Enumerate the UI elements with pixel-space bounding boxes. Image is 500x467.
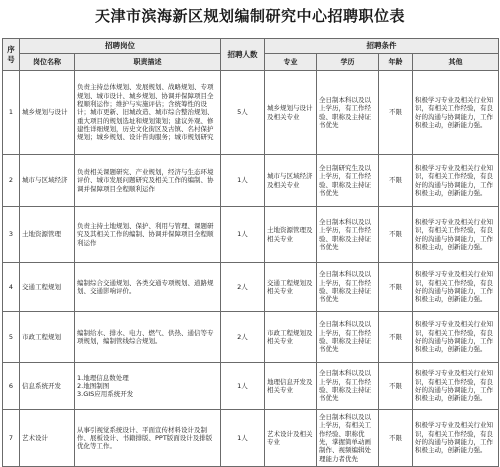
row-headcount: 1人 (221, 207, 265, 263)
header-age: 年龄 (379, 54, 413, 71)
row-age: 不限 (379, 312, 413, 363)
header-seq: 序号 (3, 39, 20, 71)
table-row (3, 155, 499, 207)
row-seq: 6 (3, 363, 20, 410)
row-headcount: 1人 (221, 155, 265, 207)
table-row (3, 410, 499, 467)
row-education: 全日制本科以及以上学历，有工作经验、职称及主持证书优先 (317, 263, 379, 312)
row-education: 全日制研究生及以上学历，有工作经验、职称及主持证书优先 (317, 155, 379, 207)
row-duties: 编制给水、排水、电力、燃气、供热、通信等专项规划，编制管线综合规划。 (75, 312, 221, 363)
row-age: 不限 (379, 71, 413, 155)
table-row (3, 363, 499, 410)
row-duties: 负责主持土地规划、保护、利用与管理、课题研究及其相关工作的编制、协调并保障项目全程顺利运作 (75, 207, 221, 263)
row-duties: 负责主持总体规划、发展规划、战略规划、专项规划、城市设计、城乡规划、协调并保障项目全程顺利运作；维护与实施评估；含统筹性的设计；城市更新、旧城改造、城市综合整治规划、重大项目的规划选址和规划策划；建议外观、修建性详细规划，历史文化街区及古镇、名村保护规划；城乡规划、设计咨询服务；城市规划研究 (75, 71, 221, 155)
row-education: 全日制本科以及以上学历，有工作经验、职称及主持证书优先 (317, 207, 379, 263)
row-headcount: 1人 (221, 410, 265, 467)
row-age: 不限 (379, 207, 413, 263)
row-major: 城乡规划与设计及相关专业 (265, 71, 317, 155)
row-major: 地理信息开发及相关专业 (265, 363, 317, 410)
row-other: 积极学习专业及相关行业知识，有相关工作经验，有良好的沟通与协调能力，工作积极主动，创新能力强。 (413, 312, 499, 363)
row-position-name: 交通工程规划 (20, 263, 75, 312)
row-age: 不限 (379, 155, 413, 207)
row-age: 不限 (379, 410, 413, 467)
row-age: 不限 (379, 363, 413, 410)
header-major: 专业 (265, 54, 317, 71)
row-other: 积极学习专业及相关行业知识，有相关工作经验，有良好的沟通与协调能力，工作积极主动，创新能力强。 (413, 263, 499, 312)
row-seq: 3 (3, 207, 20, 263)
row-position-name: 城市与区域经济 (20, 155, 75, 207)
row-other: 积极学习专业及相关行业知识，有相关工作经验，有良好的沟通与协调能力，工作积极主动，创新能力强。 (413, 410, 499, 467)
row-major: 城市与区域经济及相关专业 (265, 155, 317, 207)
header-group-position: 招聘岗位 (20, 39, 221, 54)
row-position-name: 艺术设计 (20, 410, 75, 467)
row-headcount: 1人 (221, 363, 265, 410)
row-duties: 负责相关课题研究、产业规划，经济与生态环境评价、城市发展问题研究及相关工作的编制、协调并保障项目全程顺利运作 (75, 155, 221, 207)
row-position-name: 信息系统开发 (20, 363, 75, 410)
row-duties: 从事引视觉系统设计、平面宣传材料设计及制作、展板设计、书籍排版、PPT版面设计及排版优化等工作。 (75, 410, 221, 467)
row-education: 全日制本科以及以上学历，有工作经验、职称及主持证书优先 (317, 71, 379, 155)
row-headcount: 5人 (221, 71, 265, 155)
header-group-conditions: 招聘条件 (265, 39, 499, 54)
row-major: 交通工程规划及相关专业 (265, 263, 317, 312)
row-education: 全日制本科以及以上学历，有工作经验、职称及主持证书优先 (317, 312, 379, 363)
row-seq: 4 (3, 263, 20, 312)
row-education: 全日制本科以及以上学历，有工作经验、职称及主持证书优先 (317, 363, 379, 410)
row-education: 全日制本科以及以上学历，有相关工作经验、职称优先，掌握简单动画制作、视频编辑处理能力者优先 (317, 410, 379, 467)
table-row (3, 263, 499, 312)
row-other: 积极学习专业及相关行业知识，有相关工作经验，有良好的沟通与协调能力，工作积极主动，创新能力强。 (413, 155, 499, 207)
page-title: 天津市滨海新区规划编制研究中心招聘职位表 (94, 7, 405, 25)
row-seq: 7 (3, 410, 20, 467)
table-row (3, 312, 499, 363)
row-major: 市政工程规划及相关专业 (265, 312, 317, 363)
row-headcount: 2人 (221, 312, 265, 363)
row-other: 积极学习专业及相关行业知识，有相关工作经验，有良好的沟通与协调能力，工作积极主动，创新能力强。 (413, 363, 499, 410)
header-row-top (3, 39, 499, 54)
row-seq: 5 (3, 312, 20, 363)
row-headcount: 2人 (221, 263, 265, 312)
recruitment-table (2, 38, 499, 467)
table-row (3, 207, 499, 263)
row-major: 土地资源管理及相关专业 (265, 207, 317, 263)
row-other: 积极学习专业及相关行业知识，有相关工作经验，有良好的沟通与协调能力，工作积极主动，创新能力强。 (413, 207, 499, 263)
row-duties: 编制综合交通规划、各类交通专项规划、道路规划、交通影响评价。 (75, 263, 221, 312)
row-other: 积极学习专业及相关行业知识，有相关工作经验，有良好的沟通与协调能力，工作积极主动，创新能力强。 (413, 71, 499, 155)
header-headcount: 招聘人数 (221, 39, 265, 71)
row-seq: 2 (3, 155, 20, 207)
row-position-name: 城乡规划与设计 (20, 71, 75, 155)
row-seq: 1 (3, 71, 20, 155)
row-position-name: 土地资源管理 (20, 207, 75, 263)
row-position-name: 市政工程规划 (20, 312, 75, 363)
table-row (3, 71, 499, 155)
row-age: 不限 (379, 263, 413, 312)
header-duties: 职责描述 (75, 54, 221, 71)
header-education: 学历 (317, 54, 379, 71)
row-duties: 1.地理信息数处理 2.地图制图 3.GIS应用系统开发 (75, 363, 221, 410)
row-major: 艺术设计及相关专业 (265, 410, 317, 467)
header-position-name: 岗位名称 (20, 54, 75, 71)
header-other: 其他 (413, 54, 499, 71)
